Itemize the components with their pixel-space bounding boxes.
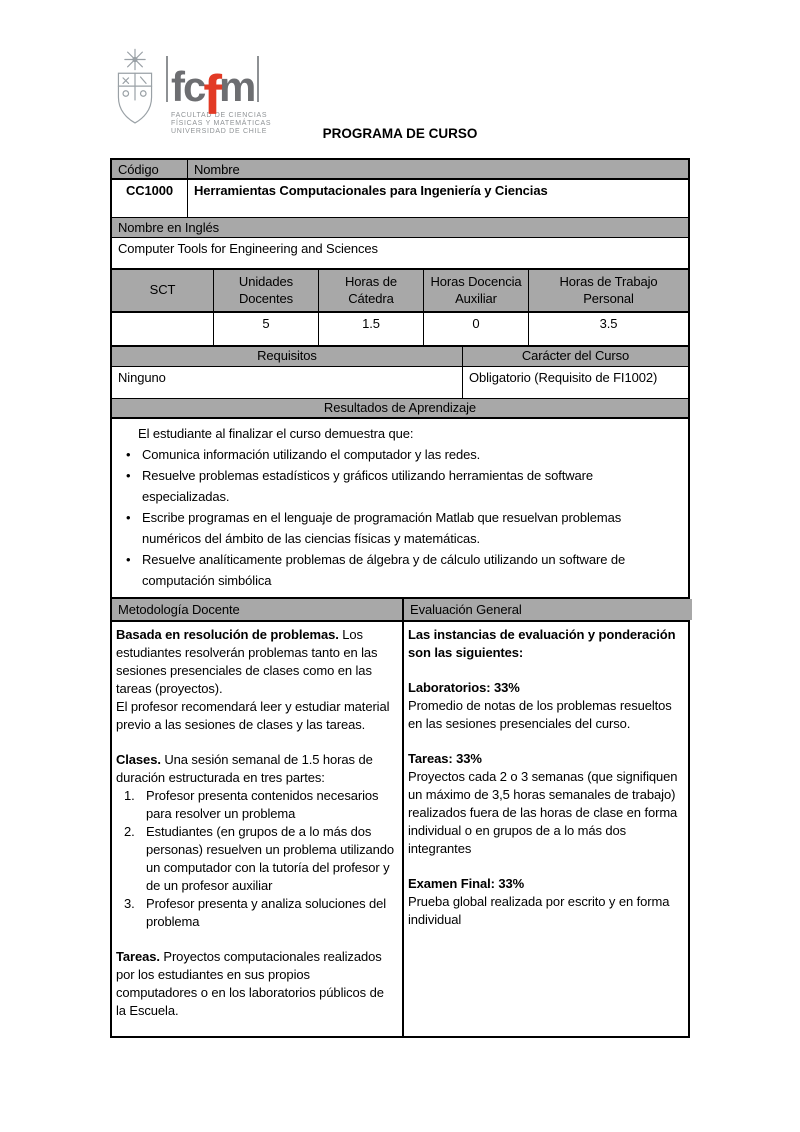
paragraph [408, 626, 684, 662]
page-title: PROGRAMA DE CURSO [322, 126, 478, 141]
logo-letter-m: m [219, 63, 255, 111]
text-run: Escribe programas en el lenguaje de programación Matlab que resuelvan problemas numéricos del ámbito de las ciencias físicas y matemáticas. [142, 510, 622, 547]
sct-header-cell: Unidades Docentes [213, 270, 318, 311]
text-run: Profesor presenta contenidos necesarios para resolver un problema [146, 788, 379, 821]
nombre-header-cell: Nombre [187, 160, 688, 178]
text-run: Proyectos cada 2 o 3 semanas (que signifiquen un máximo de 3,5 horas semanales de trabajo) realizados fuera de las horas de clase en forma individual o en grupos de a lo más dos integrantes [408, 769, 678, 856]
resultados-header-cell: Resultados de Aprendizaje [112, 399, 688, 417]
requisitos-header-cell: Requisitos [112, 347, 462, 366]
text-run: Prueba global realizada por escrito y en forma individual [408, 894, 670, 927]
methodology-content-row [112, 622, 688, 1036]
metodologia-content-cell [112, 622, 402, 1036]
text-run: Resuelve problemas estadísticos y gráficos utilizando herramientas de software especializadas. [142, 468, 594, 505]
bold-text-run: Las instancias de evaluación y ponderación son las siguientes: [408, 627, 676, 660]
paragraph [408, 679, 684, 697]
list-marker: • [126, 510, 131, 526]
sct-value-cell: 3.5 [528, 313, 688, 345]
universidad-de-chile-shield-icon [112, 48, 158, 128]
paragraph [408, 875, 684, 893]
paragraph [116, 698, 394, 734]
methodology-evaluation-table [110, 597, 690, 1038]
metodologia-header-cell: Metodología Docente [112, 599, 402, 620]
logo-text-group [166, 46, 271, 136]
paragraph [408, 893, 684, 929]
codigo-header-cell: Código [112, 160, 187, 178]
bold-text-run: Basada en resolución de problemas. [116, 627, 339, 642]
requisitos-value-cell: Ninguno [118, 370, 166, 385]
bold-text-run: Tareas: 33% [408, 751, 482, 766]
text-run: Profesor presenta y analiza soluciones del problema [146, 896, 387, 929]
list-marker: • [126, 552, 131, 568]
list-marker: 2. [124, 824, 135, 839]
bullet-item [116, 549, 658, 591]
resultados-content-row [112, 419, 688, 597]
requisitos-value-row [112, 367, 688, 399]
paragraph-spacer [408, 858, 684, 875]
methodology-header-row [112, 599, 688, 622]
caracter-value-cell: Obligatorio (Requisito de FI1002) [462, 367, 688, 398]
sct-value-cell: 0 [423, 313, 528, 345]
paragraph [408, 768, 684, 858]
logo-caption-line: UNIVERSIDAD DE CHILE [171, 128, 268, 135]
bold-text-run: Clases. [116, 752, 161, 767]
sct-header-cell: SCT [112, 270, 213, 311]
text-run: Los estudiantes resolverán problemas tanto en las sesiones presenciales de clases como en las tareas (proyectos). [116, 627, 378, 696]
nombre-ingles-header-cell: Nombre en Inglés [112, 218, 688, 237]
paragraph [116, 751, 394, 787]
paragraph-spacer [408, 733, 684, 750]
caracter-header-cell: Carácter del Curso [462, 347, 688, 366]
bullet-item [116, 507, 658, 549]
code-name-value-row [112, 180, 688, 218]
english-name-value-row [112, 238, 688, 270]
logo-caption-line: FACULTAD DE CIENCIAS [171, 112, 268, 119]
list-marker: • [126, 468, 131, 484]
numbered-item [116, 787, 394, 823]
fcfm-logo [112, 46, 271, 136]
list-marker: 1. [124, 788, 135, 803]
logo-letter-f-red: f [203, 63, 221, 127]
resultados-header-row [112, 399, 688, 419]
paragraph-spacer [116, 931, 394, 948]
logo-right-bar [257, 56, 259, 102]
text-run: El profesor recomendará leer y estudiar material previo a las sesiones de clases y las tareas. [116, 699, 390, 732]
logo-caption-line: FÍSICAS Y MATEMÁTICAS [171, 120, 272, 127]
paragraph [116, 948, 394, 1020]
list-marker: 3. [124, 896, 135, 911]
paragraph [408, 750, 684, 768]
requisitos-header-row [112, 347, 688, 367]
sct-value-row [112, 313, 688, 347]
sct-value-cell: 5 [213, 313, 318, 345]
codigo-value-cell: CC1000 [125, 183, 174, 198]
list-marker: • [126, 447, 131, 463]
evaluacion-content-cell [402, 622, 692, 1036]
text-run: Comunica información utilizando el computador y las redes. [142, 447, 481, 463]
paragraph-spacer [116, 734, 394, 751]
sct-value-cell [112, 313, 213, 345]
code-name-header-row [112, 160, 688, 180]
sct-value-cell: 1.5 [318, 313, 423, 345]
numbered-item [116, 823, 394, 895]
resultados-bullet-list [116, 444, 658, 591]
bold-text-run: Laboratorios: 33% [408, 680, 520, 695]
nombre-value-cell: Herramientas Computacionales para Ingeniería y Ciencias [187, 180, 688, 217]
paragraph [408, 697, 684, 733]
text-run: Una sesión semanal de 1.5 horas de duración estructurada en tres partes: [116, 752, 373, 785]
resultados-content-cell [112, 419, 688, 597]
nombre-ingles-value-cell: Computer Tools for Engineering and Sciences [118, 241, 378, 256]
course-info-table [110, 158, 690, 599]
sct-header-row [112, 270, 688, 313]
bold-text-run: Tareas. [116, 949, 160, 964]
paragraph [116, 626, 394, 698]
sct-header-cell: Horas de Trabajo Personal [528, 270, 688, 311]
english-name-header-row [112, 218, 688, 238]
text-run: Resuelve analíticamente problemas de álgebra y de cálculo utilizando un software de computación simbólica [142, 552, 626, 589]
numbered-item [116, 895, 394, 931]
resultados-intro: El estudiante al finalizar el curso demuestra que: [138, 426, 414, 442]
evaluacion-header-cell: Evaluación General [402, 599, 692, 620]
sct-header-cell: Horas Docencia Auxiliar [423, 270, 528, 311]
bold-text-run: Examen Final: 33% [408, 876, 525, 891]
sct-header-cell: Horas de Cátedra [318, 270, 423, 311]
paragraph-spacer [408, 662, 684, 679]
logo-left-bar [166, 56, 168, 102]
text-run: Promedio de notas de los problemas resueltos en las sesiones presenciales del curso. [408, 698, 672, 731]
text-run: Estudiantes (en grupos de a lo más dos personas) resuelven un problema utilizando un computador con la tutoría del profesor y de un profesor auxiliar [146, 824, 395, 893]
logo-letters-fc: fc [171, 63, 205, 111]
bullet-item [116, 465, 658, 507]
bullet-item [116, 444, 658, 465]
text-run: Proyectos computacionales realizados por los estudiantes en sus propios computadores o en los laboratorios públicos de la Escuela. [116, 949, 384, 1018]
